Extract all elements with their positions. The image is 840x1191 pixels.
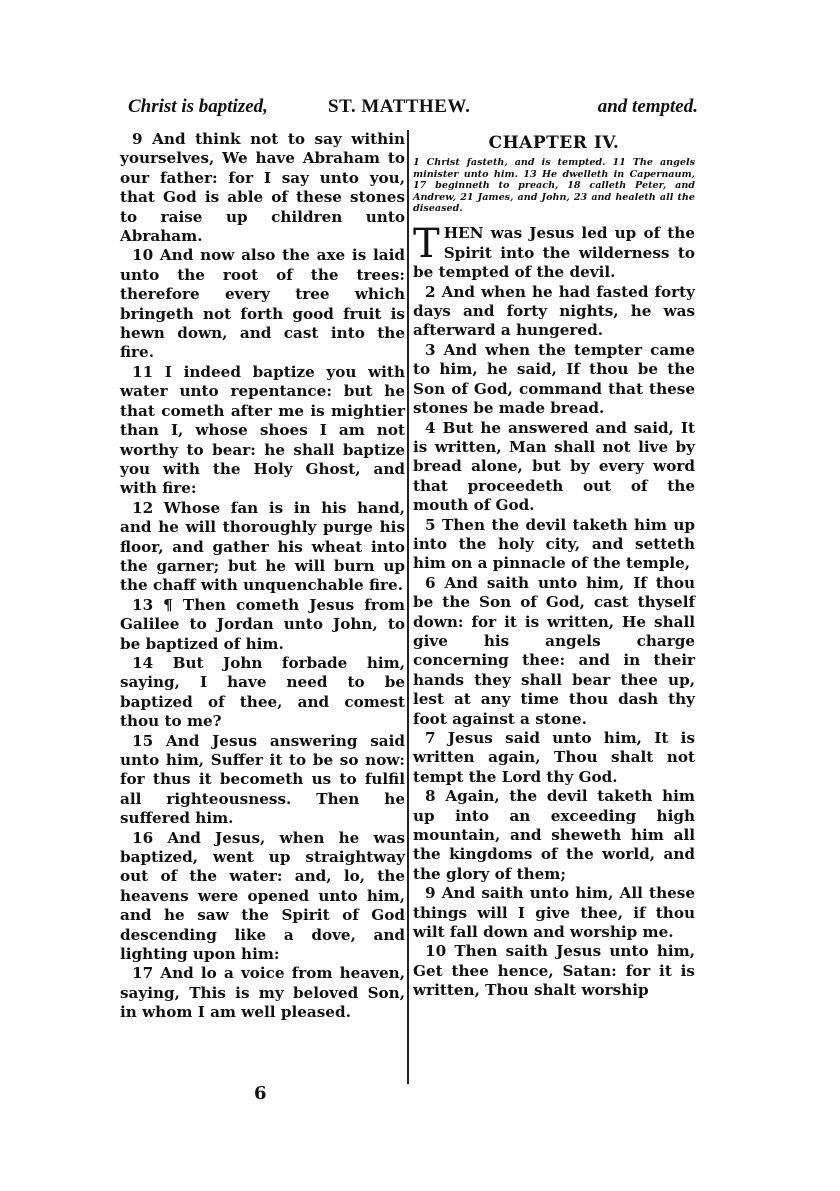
drop-cap: T <box>413 221 440 268</box>
verse-paragraph: 13 ¶ Then cometh Jesus from Galilee to Jordan unto John, to be baptized of him. <box>120 595 405 653</box>
first-verse-text: HEN was Jesus led up of the Spirit into the wilderness to be tempted of the devil. <box>413 224 695 282</box>
verse-paragraph: 11 I indeed baptize you with water unto repentance: but he that cometh after me is mightier than I, whose shoes I am not worthy to bear: he shall baptize you with the Holy Ghost, and with fire: <box>120 362 405 498</box>
verse-paragraph: 15 And Jesus answering said unto him, Suffer it to be so now: for thus it becometh us to fulfil all righteousness. Then he suffered him. <box>120 731 405 828</box>
header-left: Christ is baptized, <box>128 96 268 117</box>
right-column <box>413 130 695 1001</box>
verse-paragraph: 9 And think not to say within yourselves, We have Abraham to our father: for I say unto you, that God is able of these stones to raise up children unto Abraham. <box>120 130 405 246</box>
chapter-summary: 1 Christ fasteth, and is tempted. 11 The angels minister unto him. 13 He dwelleth in Capernaum, 17 beginneth to preach, 18 calleth Peter, and Andrew, 21 James, and John, 23 and healeth all the diseased. <box>413 157 695 215</box>
header-right: and tempted. <box>597 96 698 117</box>
verse-paragraph: 17 And lo a voice from heaven, saying, This is my beloved Son, in whom I am well pleased. <box>120 964 405 1022</box>
verse-paragraph: 16 And Jesus, when he was baptized, went up straightway out of the water: and, lo, the heavens were opened unto him, and he saw the Spirit of God descending like a dove, and lighting upon him: <box>120 828 405 964</box>
verse-paragraph: 14 But John forbade him, saying, I have need to be baptized of thee, and comest thou to me? <box>120 653 405 731</box>
left-column <box>120 130 405 1023</box>
verse-paragraph: 10 Then saith Jesus unto him, Get thee hence, Satan: for it is written, Thou shalt worship <box>413 942 695 1000</box>
header-book-title: ST. MATTHEW. <box>328 96 471 117</box>
verse-paragraph: 3 And when the tempter came to him, he said, If thou be the Son of God, command that these stones be made bread. <box>413 340 695 418</box>
verse-paragraph: 10 And now also the axe is laid unto the root of the trees: therefore every tree which bringeth not forth good fruit is hewn down, and cast into the fire. <box>120 246 405 362</box>
verse-paragraph: 2 And when he had fasted forty days and forty nights, he was afterward a hungered. <box>413 282 695 340</box>
verse-paragraph: 9 And saith unto him, All these things will I give thee, if thou wilt fall down and worship me. <box>413 884 695 942</box>
verse-paragraph: 4 But he answered and said, It is written, Man shall not live by bread alone, but by every word that proceedeth out of the mouth of God. <box>413 418 695 515</box>
verse-paragraph: 5 Then the devil taketh him up into the holy city, and setteth him on a pinnacle of the temple, <box>413 515 695 573</box>
verse-paragraph: 12 Whose fan is in his hand, and he will thoroughly purge his floor, and gather his wheat into the garner; but he will burn up the chaff with unquenchable fire. <box>120 498 405 595</box>
running-header <box>128 96 698 122</box>
verse-paragraph: 6 And saith unto him, If thou be the Son of God, cast thyself down: for it is written, He shall give his angels charge concerning thee: and in their hands they shall bear thee up, lest at any time thou dash thy foot against a stone. <box>413 573 695 728</box>
verse-paragraph: 8 Again, the devil taketh him up into an exceeding high mountain, and sheweth him all the kingdoms of the world, and the glory of them; <box>413 787 695 883</box>
verse-paragraph-first <box>413 221 695 282</box>
column-divider <box>407 130 409 1084</box>
verse-paragraph: 7 Jesus said unto him, It is written again, Thou shalt not tempt the Lord thy God. <box>413 729 695 786</box>
chapter-heading: CHAPTER IV. <box>488 133 620 153</box>
page-number: 6 <box>254 1083 267 1104</box>
